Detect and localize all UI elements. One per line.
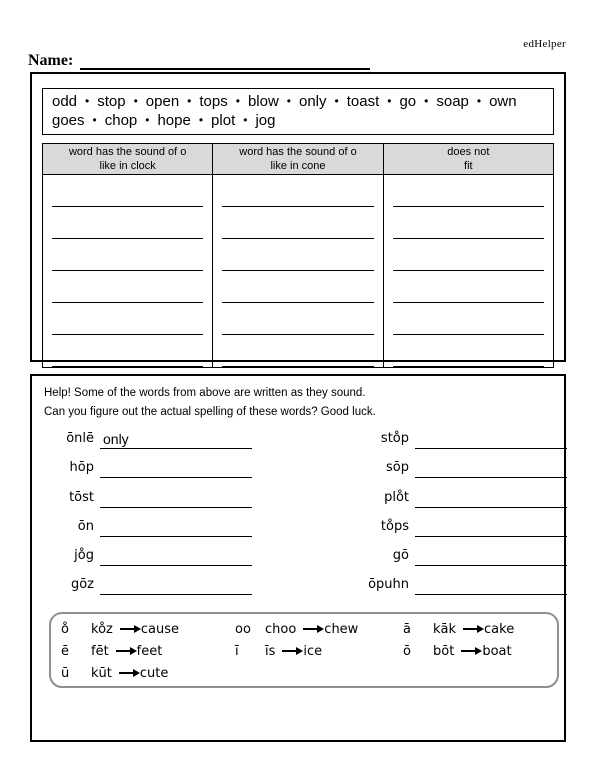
bullet-separator: • <box>387 94 392 108</box>
key-entry <box>61 644 235 659</box>
word-bank-word: open <box>145 93 180 110</box>
answer-line[interactable] <box>100 477 252 507</box>
answer-line[interactable] <box>393 207 544 239</box>
phonetic-example: fēt <box>91 643 109 659</box>
bullet-separator: • <box>133 94 138 108</box>
respell-row <box>357 478 567 507</box>
word-bank-word: own <box>489 93 517 110</box>
name-label: Name: <box>28 52 74 69</box>
key-entry <box>235 622 403 637</box>
arrow-icon <box>463 628 478 630</box>
word-bank-word: jog <box>255 112 276 129</box>
answer-column <box>43 175 213 368</box>
answer-line[interactable] <box>393 303 544 335</box>
phonetic-word: plo̊t <box>384 489 409 505</box>
word-bank-word: only <box>299 93 327 110</box>
column-header-line1: word has the sound of o <box>68 146 187 158</box>
answer-line[interactable] <box>222 207 373 239</box>
respell-row <box>42 478 252 507</box>
answer-line[interactable] <box>100 536 252 566</box>
bullet-separator: • <box>92 113 97 127</box>
written-answer: only <box>103 431 129 448</box>
arrow-icon <box>282 650 297 652</box>
answer-line[interactable] <box>222 175 373 207</box>
bullet-separator: • <box>145 113 150 127</box>
phonetic-word: ōnlē <box>66 431 94 447</box>
answer-line[interactable] <box>415 536 567 566</box>
instructions-line2: Can you figure out the actual spelling of these words? Good luck. <box>44 405 376 418</box>
phonetic-word: gōz <box>70 577 94 593</box>
column-header-line1: does not <box>447 146 490 158</box>
answer-line[interactable] <box>222 303 373 335</box>
phonetic-word: ōpuhn <box>368 577 409 593</box>
word-bank-word: go <box>399 93 417 110</box>
phonetic-symbol: ō <box>403 643 411 659</box>
word-bank-word: soap <box>436 93 469 110</box>
answer-line[interactable] <box>52 175 203 207</box>
answer-line[interactable] <box>52 303 203 335</box>
bullet-separator: • <box>235 94 240 108</box>
respell-section <box>30 374 566 742</box>
respell-row <box>357 508 567 537</box>
respell-row <box>357 566 567 595</box>
name-row <box>28 52 370 70</box>
respell-row <box>42 508 252 537</box>
example-word: feet <box>136 643 163 659</box>
word-bank-word: stop <box>97 93 126 110</box>
answer-line[interactable] <box>415 419 567 449</box>
word-bank-word: goes <box>52 112 85 129</box>
answer-line[interactable] <box>52 239 203 271</box>
instructions <box>44 384 376 421</box>
example-word: chew <box>324 621 359 637</box>
phonetic-symbol: ū <box>61 665 70 681</box>
answer-line[interactable] <box>222 271 373 303</box>
example-word: cute <box>139 665 169 681</box>
word-bank <box>42 88 554 135</box>
answer-line[interactable] <box>222 335 373 367</box>
bullet-separator: • <box>476 94 482 108</box>
answer-line[interactable] <box>415 507 567 537</box>
answer-line[interactable] <box>393 335 544 367</box>
answer-line[interactable] <box>393 239 544 271</box>
respell-row <box>42 537 252 566</box>
phonetic-word: gō <box>392 547 409 563</box>
phonetic-word: jo̊g <box>74 547 94 563</box>
bullet-separator: • <box>286 94 291 108</box>
word-bank-word: chop <box>104 112 138 129</box>
phonetic-example: choo <box>265 621 297 637</box>
column-header-line2: like in cone <box>270 160 326 172</box>
sorting-section <box>30 72 566 362</box>
bullet-separator: • <box>424 94 429 108</box>
phonetic-symbol: ī <box>235 643 239 659</box>
column-header <box>43 144 213 175</box>
key-entry <box>403 622 557 637</box>
column-header-line2: like in clock <box>99 160 156 172</box>
phonetic-example: kāk <box>433 621 457 637</box>
bullet-separator: • <box>198 113 204 127</box>
answer-line[interactable] <box>52 335 203 367</box>
example-word: cake <box>484 621 515 637</box>
respell-row <box>42 420 252 449</box>
phonetic-word: to̊ps <box>380 518 409 534</box>
word-bank-row <box>52 92 544 111</box>
column-header-line2: fit <box>464 160 473 172</box>
answer-line[interactable] <box>100 507 252 537</box>
word-bank-word: toast <box>346 93 380 110</box>
word-bank-word: odd <box>52 93 78 110</box>
name-blank-line[interactable] <box>80 52 370 70</box>
respell-row <box>42 566 252 595</box>
key-entry <box>61 666 235 681</box>
bullet-separator: • <box>187 94 192 108</box>
answer-line[interactable] <box>100 565 252 595</box>
answer-line[interactable] <box>100 448 252 478</box>
example-word: cause <box>140 621 179 637</box>
pronunciation-key <box>49 612 559 688</box>
phonetic-word: hōp <box>69 460 94 476</box>
respell-row <box>357 537 567 566</box>
answer-line[interactable] <box>52 271 203 303</box>
word-bank-word: blow <box>247 93 279 110</box>
word-bank-row <box>52 111 544 130</box>
answer-column <box>213 175 383 368</box>
phonetic-word: tōst <box>69 489 94 505</box>
respell-left-column <box>42 420 252 595</box>
phonetic-word: sōp <box>386 460 409 476</box>
phonetic-symbol: ā <box>403 621 411 637</box>
bullet-separator: • <box>85 94 90 108</box>
arrow-icon <box>303 628 318 630</box>
answer-line[interactable] <box>415 448 567 478</box>
word-bank-word: hope <box>157 112 191 129</box>
phonetic-example: ko̊z <box>91 621 113 637</box>
answer-line[interactable] <box>222 239 373 271</box>
word-bank-word: tops <box>199 93 228 110</box>
answer-line[interactable] <box>52 207 203 239</box>
answer-line[interactable] <box>393 271 544 303</box>
arrow-icon <box>116 650 131 652</box>
bullet-separator: • <box>334 94 339 108</box>
phonetic-symbol: oo <box>235 621 251 637</box>
instructions-line1: Help! Some of the words from above are written as they sound. <box>44 387 366 399</box>
answer-line[interactable] <box>415 477 567 507</box>
brand-logo: edHelper <box>523 38 566 50</box>
arrow-icon <box>119 672 134 674</box>
answer-line[interactable] <box>393 175 544 207</box>
key-entry <box>235 644 403 659</box>
column-header <box>383 144 553 175</box>
phonetic-symbol: o̊ <box>61 621 69 637</box>
respell-row <box>357 420 567 449</box>
bullet-separator: • <box>243 113 248 127</box>
phonetic-example: bōt <box>433 643 455 659</box>
column-header <box>213 144 383 175</box>
answer-line[interactable] <box>415 565 567 595</box>
phonetic-example: īs <box>265 643 276 659</box>
word-bank-word: plot <box>211 112 236 129</box>
key-entry <box>403 644 557 659</box>
example-word: boat <box>482 643 512 659</box>
arrow-icon <box>461 650 476 652</box>
column-header-line1: word has the sound of o <box>239 146 357 158</box>
phonetic-symbol: ē <box>61 643 69 659</box>
respell-row <box>357 449 567 478</box>
example-word: ice <box>303 643 323 659</box>
answer-column <box>383 175 553 368</box>
phonetic-example: kūt <box>91 665 112 681</box>
arrow-icon <box>120 628 135 630</box>
respell-row <box>42 449 252 478</box>
answer-line[interactable] <box>100 419 252 449</box>
phonetic-word: sto̊p <box>380 431 409 447</box>
phonetic-word: ōn <box>77 518 94 534</box>
respell-right-column <box>357 420 567 595</box>
sort-table <box>42 143 554 368</box>
key-entry <box>61 622 235 637</box>
